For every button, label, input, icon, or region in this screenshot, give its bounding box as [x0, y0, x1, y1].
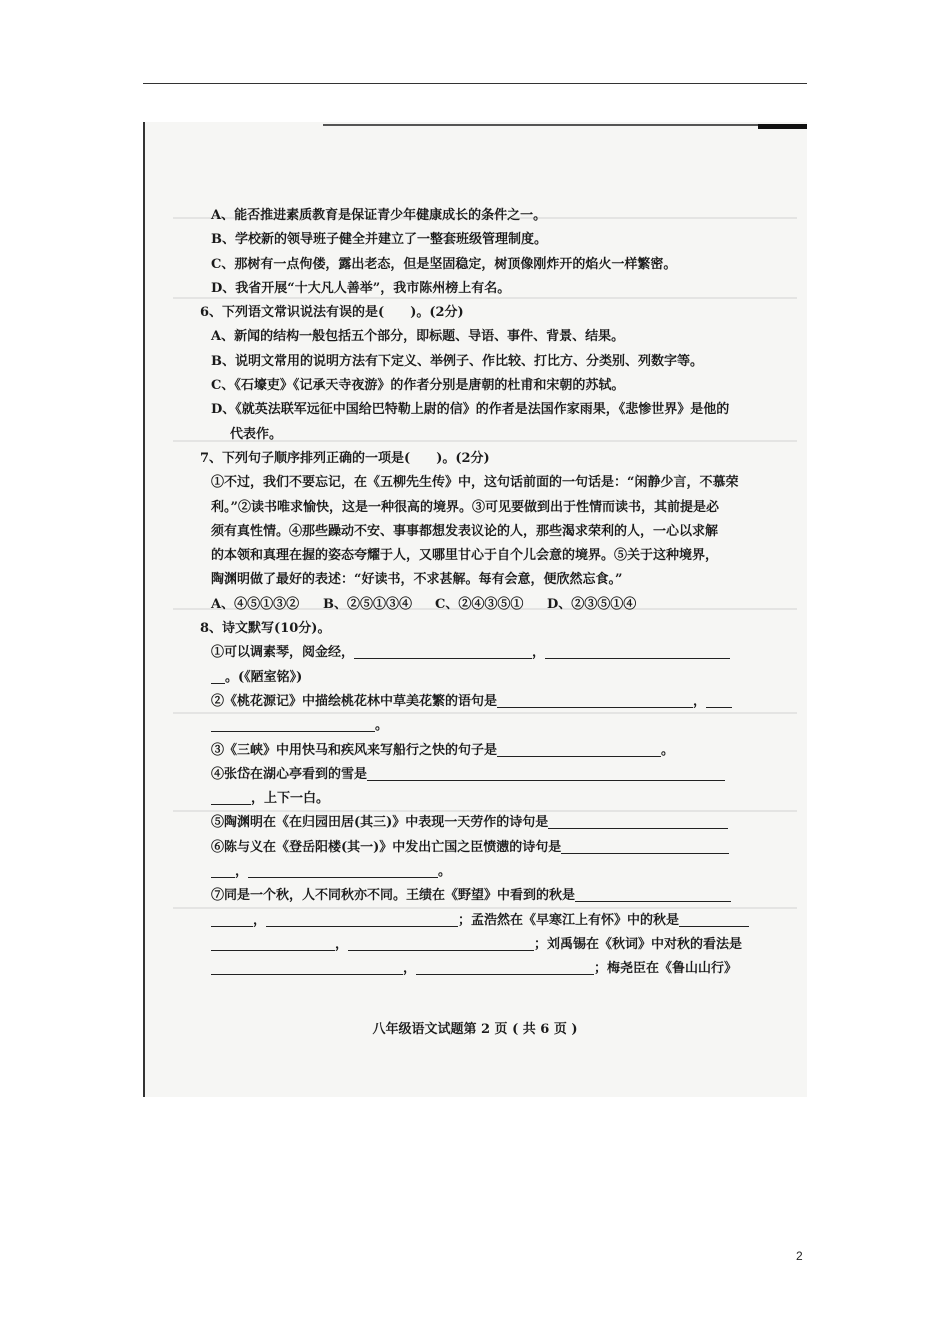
- answer-blank[interactable]: [348, 935, 534, 951]
- q7-passage-line: 陶渊明做了最好的表述：“好读书，不求甚解。每有会意，便欣然忘食。”: [211, 572, 623, 588]
- scanned-exam-page: [143, 122, 807, 1097]
- answer-blank[interactable]: [548, 813, 728, 829]
- exam-content: [200, 204, 743, 982]
- answer-blank[interactable]: [211, 862, 235, 878]
- answer-blank[interactable]: [211, 959, 403, 975]
- answer-blank[interactable]: [706, 692, 732, 708]
- q7-passage-line: 利。”②读书唯求愉快，这是一种很高的境界。③可见要做到出于性情而读书，其前提是必: [211, 499, 719, 515]
- answer-blank[interactable]: [416, 959, 594, 975]
- q7-stem: 7、下列句子顺序排列正确的一项是( )。(2分): [200, 450, 490, 466]
- answer-blank[interactable]: [211, 935, 335, 951]
- q8-item-2-cont: 。: [211, 714, 741, 738]
- answer-blank[interactable]: [497, 741, 661, 757]
- answer-blank[interactable]: [211, 716, 375, 732]
- q7-passage-line: 须有真性情。④那些躁动不安、事事都想发表议论的人，那些渴求荣利的人，一心以求解: [211, 523, 719, 539]
- q5-option-c: C、那树有一点佝偻，露出老态，但是坚固稳定，树顶像刚炸开的焰火一样繁密。: [211, 256, 677, 272]
- page-number: 2: [796, 1249, 803, 1263]
- q6-option-a: A、新闻的结构一般包括五个部分，即标题、导语、事件、背景、结果。: [211, 329, 625, 345]
- q8-item-6-cont: ， 。: [211, 860, 741, 884]
- q7-choices: [211, 593, 741, 617]
- q7-passage-line: ①不过，我们不要忘记，在《五柳先生传》中，这句话前面的一句话是：“闲静少言，不慕荣: [211, 475, 739, 491]
- q8-item-7-cont: ， ；梅尧臣在《鲁山山行》: [211, 957, 741, 981]
- q7-choice-d: D、②③⑤①④: [547, 596, 637, 612]
- q7-choice-c: C、②④③⑤①: [435, 596, 524, 612]
- q8-item-4: ④张岱在湖心亭看到的雪是: [211, 763, 741, 787]
- answer-blank[interactable]: [497, 692, 693, 708]
- answer-blank[interactable]: [266, 911, 458, 927]
- answer-blank[interactable]: [561, 838, 729, 854]
- answer-blank[interactable]: [679, 911, 749, 927]
- scan-left-edge: [143, 122, 145, 1097]
- answer-blank[interactable]: [354, 643, 532, 659]
- answer-blank[interactable]: [575, 886, 731, 902]
- answer-blank[interactable]: [248, 862, 438, 878]
- q8-item-3: ③《三峡》中用快马和疾风来写船行之快的句子是 。: [211, 742, 675, 758]
- q8-item-1-cont: 。(《陋室铭》): [211, 666, 741, 690]
- answer-blank[interactable]: [211, 668, 225, 684]
- q5-option-d: D、我省开展“十大凡人善举”，我市陈州榜上有名。: [211, 280, 511, 296]
- q8-item-1: ①可以调素琴，阅金经， ，: [211, 641, 741, 665]
- answer-blank[interactable]: [211, 789, 251, 805]
- q8-item-4-cont: ，上下一白。: [211, 787, 741, 811]
- q8-item-5: ⑤陶渊明在《在归园田居(其三)》中表现一天劳作的诗句是: [211, 811, 741, 835]
- q5-option-b: B、学校新的领导班子健全并建立了一整套班级管理制度。: [211, 232, 547, 248]
- answer-blank[interactable]: [545, 643, 730, 659]
- q6-option-d-cont: 代表作。: [230, 426, 283, 442]
- q6-option-c: C、《石壕吏》《记承天寺夜游》的作者分别是唐朝的杜甫和宋朝的苏轼。: [211, 378, 625, 394]
- q7-passage-line: 的本领和真理在握的姿态夸耀于人，又哪里甘心于自个儿会意的境界。⑤关于这种境界，: [211, 548, 719, 564]
- q7-choice-a: A、④⑤①③②: [211, 596, 300, 612]
- scan-top-edge: [323, 124, 807, 126]
- header-rule: [143, 83, 807, 84]
- q8-item-7-cont: ， ；孟浩然在《早寒江上有怀》中的秋是: [211, 909, 741, 933]
- q8-item-6: ⑥陈与义在《登岳阳楼(其一)》中发出亡国之臣愤懑的诗句是: [211, 836, 741, 860]
- q8-item-2: ②《桃花源记》中描绘桃花林中草美花繁的语句是 ，: [211, 690, 741, 714]
- q7-choice-b: B、②⑤①③④: [323, 596, 412, 612]
- scan-top-mark: [758, 124, 807, 129]
- q8-item-7-cont: ， ；刘禹锡在《秋词》中对秋的看法是: [211, 933, 741, 957]
- answer-blank[interactable]: [211, 911, 253, 927]
- q8-item-7: ⑦同是一个秋，人不同秋亦不同。王绩在《野望》中看到的秋是: [211, 884, 741, 908]
- q6-option-d: D、《就英法联军远征中国给巴特勒上尉的信》的作者是法国作家雨果，《悲惨世界》是他的: [211, 402, 730, 418]
- q8-stem: 8、诗文默写(10分)。: [200, 621, 331, 637]
- q5-option-a: A、能否推进素质教育是保证青少年健康成长的条件之一。: [211, 208, 547, 223]
- q6-option-b: B、说明文常用的说明方法有下定义、举例子、作比较、打比方、分类别、列数字等。: [211, 353, 703, 369]
- q6-stem: 6、下列语文常识说法有误的是( )。(2分): [200, 305, 464, 321]
- exam-page-footer: 八年级语文试题第 2 页 ( 共 6 页 ): [372, 1022, 578, 1037]
- answer-blank[interactable]: [367, 765, 725, 781]
